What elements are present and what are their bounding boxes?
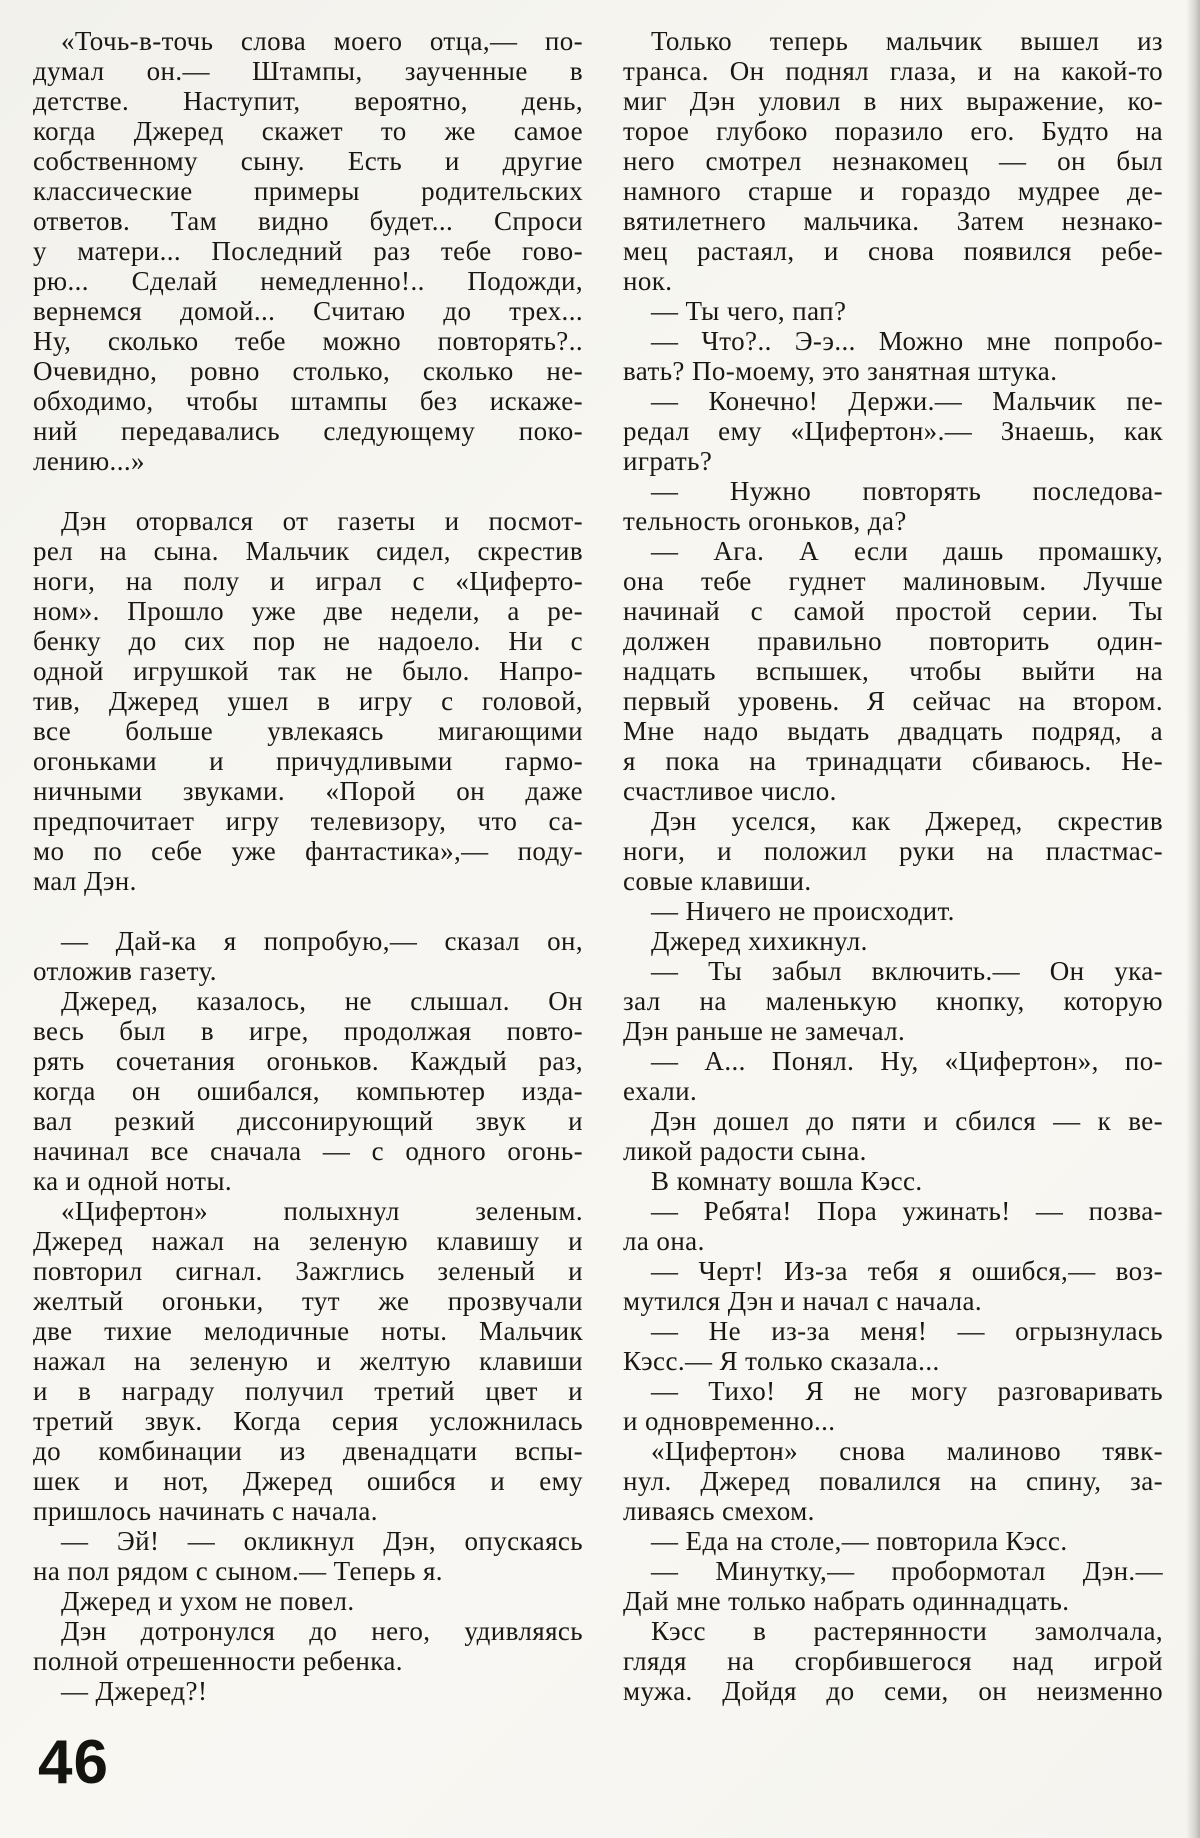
- text-line: — Еда на столе,— повторила Кэсс.: [651, 1526, 1068, 1556]
- text-line: мужа. Дойдя до семи, он неизменно: [623, 1676, 1163, 1706]
- text-line: классические примеры родительских: [33, 176, 583, 206]
- text-line: совые клавиши.: [623, 866, 812, 896]
- text-line: две тихие мелодичные ноты. Мальчик: [33, 1316, 583, 1346]
- text-line: я пока на тринадцати сбиваюсь. Не-: [623, 746, 1163, 776]
- text-line: глядя на сгорбившегося над игрой: [623, 1646, 1163, 1676]
- text-line: начинай с самой простой серии. Ты: [623, 596, 1163, 626]
- text-line: Ну, сколько тебе можно повторять?..: [33, 326, 583, 356]
- text-line: нажал на зеленую и желтую клавиши: [33, 1346, 583, 1376]
- text-line: — Конечно! Держи.— Мальчик пе-: [651, 386, 1163, 416]
- text-line: желтый огоньки, тут же прозвучали: [33, 1286, 583, 1316]
- text-line: ла она.: [623, 1226, 705, 1256]
- text-line: и одновременно...: [623, 1406, 836, 1436]
- text-line: до комбинации из двенадцати вспы-: [33, 1436, 583, 1466]
- text-line: рять сочетания огоньков. Каждый раз,: [33, 1046, 583, 1076]
- text-column-right: [623, 26, 1163, 1706]
- text-line: ном». Прошло уже две недели, а ре-: [33, 596, 583, 626]
- text-line: начинал все сначала — с одного огонь-: [33, 1136, 583, 1166]
- text-line: ноги, на полу и играл с «Циферто-: [33, 566, 583, 596]
- text-line: рел на сына. Мальчик сидел, скрестив: [33, 536, 583, 566]
- text-line: Джеред хихикнул.: [651, 926, 868, 956]
- text-line: Джеред и ухом не повел.: [61, 1586, 355, 1616]
- text-line: и в награду получил третий цвет и: [33, 1376, 583, 1406]
- text-line: рю... Сделай немедленно!.. Подожди,: [33, 266, 583, 296]
- text-line: детстве. Наступит, вероятно, день,: [33, 86, 583, 116]
- page-number: 46: [38, 1728, 109, 1797]
- text-line: все больше увлекаясь мигающими: [33, 716, 583, 746]
- text-line: — Нужно повторять последова-: [651, 476, 1163, 506]
- text-line: — Не из-за меня! — огрызнулась: [651, 1316, 1163, 1346]
- text-line: играть?: [623, 446, 713, 476]
- text-line: когда он ошибался, компьютер изда-: [33, 1076, 583, 1106]
- text-line: Дэн дошел до пяти и сбился — к ве-: [651, 1106, 1163, 1136]
- text-line: Джеред, казалось, не слышал. Он: [61, 986, 583, 1016]
- text-line: надцать вспышек, чтобы выйти на: [623, 656, 1163, 686]
- text-line: — Ага. А если дашь промашку,: [651, 536, 1163, 566]
- paragraph-gap: [33, 476, 583, 506]
- text-line: — Ты забыл включить.— Он ука-: [651, 956, 1163, 986]
- text-line: думал он.— Штампы, заученные в: [33, 56, 583, 86]
- text-line: ноги, и положил руки на пластмас-: [623, 836, 1163, 866]
- text-line: весь был в игре, продолжая повто-: [33, 1016, 583, 1046]
- text-line: отложив газету.: [33, 956, 217, 986]
- text-line: бенку до сих пор не надоело. Ни с: [33, 626, 583, 656]
- text-line: Очевидно, ровно столько, сколько не-: [33, 356, 583, 386]
- text-line: одной игрушкой так не было. Напро-: [33, 656, 583, 686]
- text-line: повторил сигнал. Зажглись зеленый и: [33, 1256, 583, 1286]
- text-line: ответов. Там видно будет... Спроси: [33, 206, 583, 236]
- text-line: Кэсс в растерянности замолчала,: [651, 1616, 1163, 1646]
- text-line: ливаясь смехом.: [623, 1496, 815, 1526]
- text-line: «Цифертон» полыхнул зеленым.: [61, 1196, 583, 1226]
- text-line: Мне надо выдать двадцать подряд, а: [623, 716, 1163, 746]
- text-line: шек и нот, Джеред ошибся и ему: [33, 1466, 583, 1496]
- text-line: — Ребята! Пора ужинать! — позва-: [651, 1196, 1163, 1226]
- text-line: — Что?.. Э-э... Можно мне попробо-: [651, 326, 1163, 356]
- text-line: третий звук. Когда серия усложнилась: [33, 1406, 583, 1436]
- text-line: редал ему «Цифертон».— Знаешь, как: [623, 416, 1163, 446]
- text-line: на пол рядом с сыном.— Теперь я.: [33, 1556, 443, 1586]
- text-line: «Точь-в-точь слова моего отца,— по-: [61, 26, 583, 56]
- text-line: — Ты чего, пап?: [651, 296, 847, 326]
- text-line: мо по себе уже фантастика»,— поду-: [33, 836, 583, 866]
- text-line: когда Джеред скажет то же самое: [33, 116, 583, 146]
- text-line: — Ничего не происходит.: [651, 896, 955, 926]
- text-line: вятилетнего мальчика. Затем незнако-: [623, 206, 1163, 236]
- text-line: собственному сыну. Есть и другие: [33, 146, 583, 176]
- text-line: ний передавались следующему поко-: [33, 416, 583, 446]
- text-line: Кэсс.— Я только сказала...: [623, 1346, 940, 1376]
- text-line: нул. Джеред повалился на спину, за-: [623, 1466, 1163, 1496]
- text-line: она тебе гуднет малиновым. Лучше: [623, 566, 1163, 596]
- text-line: — Дай-ка я попробую,— сказал он,: [61, 926, 583, 956]
- text-line: нок.: [623, 266, 673, 296]
- text-line: тив, Джеред ушел в игру с головой,: [33, 686, 583, 716]
- text-line: пришлось начинать с начала.: [33, 1496, 378, 1526]
- text-line: Только теперь мальчик вышел из: [651, 26, 1163, 56]
- text-line: зал на маленькую кнопку, которую: [623, 986, 1163, 1016]
- text-line: «Цифертон» снова малиново тявк-: [651, 1436, 1163, 1466]
- text-line: ка и одной ноты.: [33, 1166, 233, 1196]
- text-line: полной отрешенности ребенка.: [33, 1646, 403, 1676]
- text-line: у матери... Последний раз тебе гово-: [33, 236, 583, 266]
- text-line: Дэн оторвался от газеты и посмот-: [61, 506, 583, 536]
- text-line: — Тихо! Я не могу разговаривать: [651, 1376, 1163, 1406]
- text-line: вал резкий диссонирующий звук и: [33, 1106, 583, 1136]
- text-line: Джеред нажал на зеленую клавишу и: [33, 1226, 583, 1256]
- text-line: — Джеред?!: [61, 1676, 208, 1706]
- text-line: — Минутку,— пробормотал Дэн.—: [651, 1556, 1163, 1586]
- text-line: ничными звуками. «Порой он даже: [33, 776, 583, 806]
- text-line: — А... Понял. Ну, «Цифертон», по-: [651, 1046, 1163, 1076]
- text-line: тельность огоньков, да?: [623, 506, 907, 536]
- text-line: Дэн уселся, как Джеред, скрестив: [651, 806, 1163, 836]
- text-line: первый уровень. Я сейчас на втором.: [623, 686, 1163, 716]
- text-line: обходимо, чтобы штампы без искаже-: [33, 386, 583, 416]
- text-line: счастливое число.: [623, 776, 837, 806]
- text-line: торое глубоко поразило его. Будто на: [623, 116, 1163, 146]
- text-line: мец растаял, и снова появился ребе-: [623, 236, 1163, 266]
- text-line: Дай мне только набрать одиннадцать.: [623, 1586, 1070, 1616]
- text-line: намного старше и гораздо мудрее де-: [623, 176, 1163, 206]
- text-line: должен правильно повторить один-: [623, 626, 1163, 656]
- text-line: В комнату вошла Кэсс.: [651, 1166, 923, 1196]
- text-line: ликой радости сына.: [623, 1136, 867, 1166]
- paragraph-gap: [33, 896, 583, 926]
- text-line: транса. Он поднял глаза, и на какой-то: [623, 56, 1163, 86]
- text-line: предпочитает игру телевизору, что са-: [33, 806, 583, 836]
- text-line: Дэн раньше не замечал.: [623, 1016, 906, 1046]
- text-line: миг Дэн уловил в них выражение, ко-: [623, 86, 1163, 116]
- text-line: — Черт! Из-за тебя я ошибся,— воз-: [651, 1256, 1163, 1286]
- text-line: мал Дэн.: [33, 866, 137, 896]
- text-line: — Эй! — окликнул Дэн, опускаясь: [61, 1526, 583, 1556]
- text-line: Дэн дотронулся до него, удивляясь: [61, 1616, 583, 1646]
- page-edge-shadow: [1186, 0, 1200, 1838]
- text-line: ехали.: [623, 1076, 698, 1106]
- text-line: вернемся домой... Считаю до трех...: [33, 296, 583, 326]
- text-line: него смотрел незнакомец — он был: [623, 146, 1163, 176]
- text-line: лению...»: [33, 446, 145, 476]
- text-line: мутился Дэн и начал с начала.: [623, 1286, 983, 1316]
- text-column-left: [33, 26, 583, 1706]
- text-line: вать? По-моему, это занятная штука.: [623, 356, 1058, 386]
- text-line: огоньками и причудливыми гармо-: [33, 746, 583, 776]
